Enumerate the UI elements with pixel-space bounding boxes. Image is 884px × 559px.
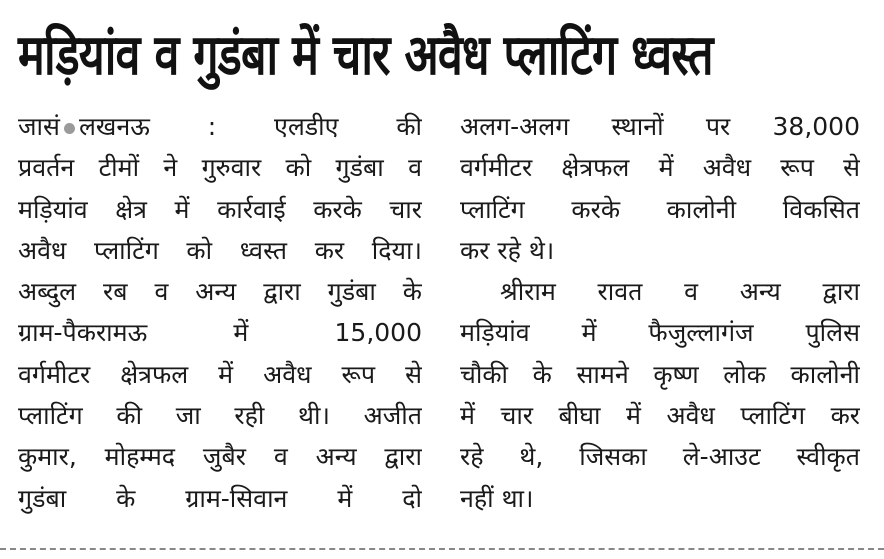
- bottom-dashed-divider: [0, 548, 884, 550]
- text-line: वर्गमीटर क्षेत्रफल में अवैध रूप से: [18, 359, 422, 389]
- text-line: अलग-अलग स्थानों पर 38,000: [460, 112, 860, 141]
- text-line: मड़ियांव में फैजुल्लागंज पुलिस: [460, 318, 860, 348]
- headline: मड़ियांव व गुडंबा में चार अवैध प्लाटिंग ध्वस्त: [18, 23, 713, 88]
- text-line: गुडंबा के ग्राम-सिवान में दो: [18, 483, 422, 513]
- text-line: मड़ियांव क्षेत्र में कार्रवाई करके चार: [18, 194, 422, 224]
- byline-city: लखनऊ :: [78, 112, 217, 141]
- bullet-dot-icon: [64, 123, 75, 134]
- text-line: प्लाटिंग की जा रही थी। अजीत: [18, 401, 422, 431]
- text-line: रहे थे, जिसका ले-आउट स्वीकृत: [460, 442, 860, 472]
- text-line: वर्गमीटर क्षेत्रफल में अवैध रूप से: [460, 153, 860, 183]
- text-line: अब्दुल रब व अन्य द्वारा गुडंबा के: [18, 277, 422, 307]
- byline-line: [18, 106, 422, 147]
- text-line: श्रीराम रावत व अन्य द्वारा: [500, 277, 860, 307]
- text-line: में चार बीघा में अवैध प्लाटिंग कर: [460, 401, 860, 431]
- byline-text: एलडीए की: [274, 112, 422, 141]
- text-line: कुमार, मोहम्मद जुबैर व अन्य द्वारा: [18, 442, 422, 472]
- text-line: प्लाटिंग करके कालोनी विकसित: [460, 194, 860, 224]
- byline-source: जासं: [18, 112, 60, 141]
- text-line: चौकी के सामने कृष्ण लोक कालोनी: [460, 359, 860, 389]
- text-line: नहीं था।: [460, 483, 534, 513]
- text-line: अवैध प्लाटिंग को ध्वस्त कर दिया।: [18, 235, 422, 265]
- text-line: ग्राम-पैकरामऊ में 15,000: [18, 318, 422, 348]
- article-column-left: [18, 106, 422, 519]
- text-line: प्रवर्तन टीमों ने गुरुवार को गुडंबा व: [18, 153, 422, 183]
- text-line: कर रहे थे।: [460, 235, 555, 265]
- article-column-right: [460, 106, 860, 519]
